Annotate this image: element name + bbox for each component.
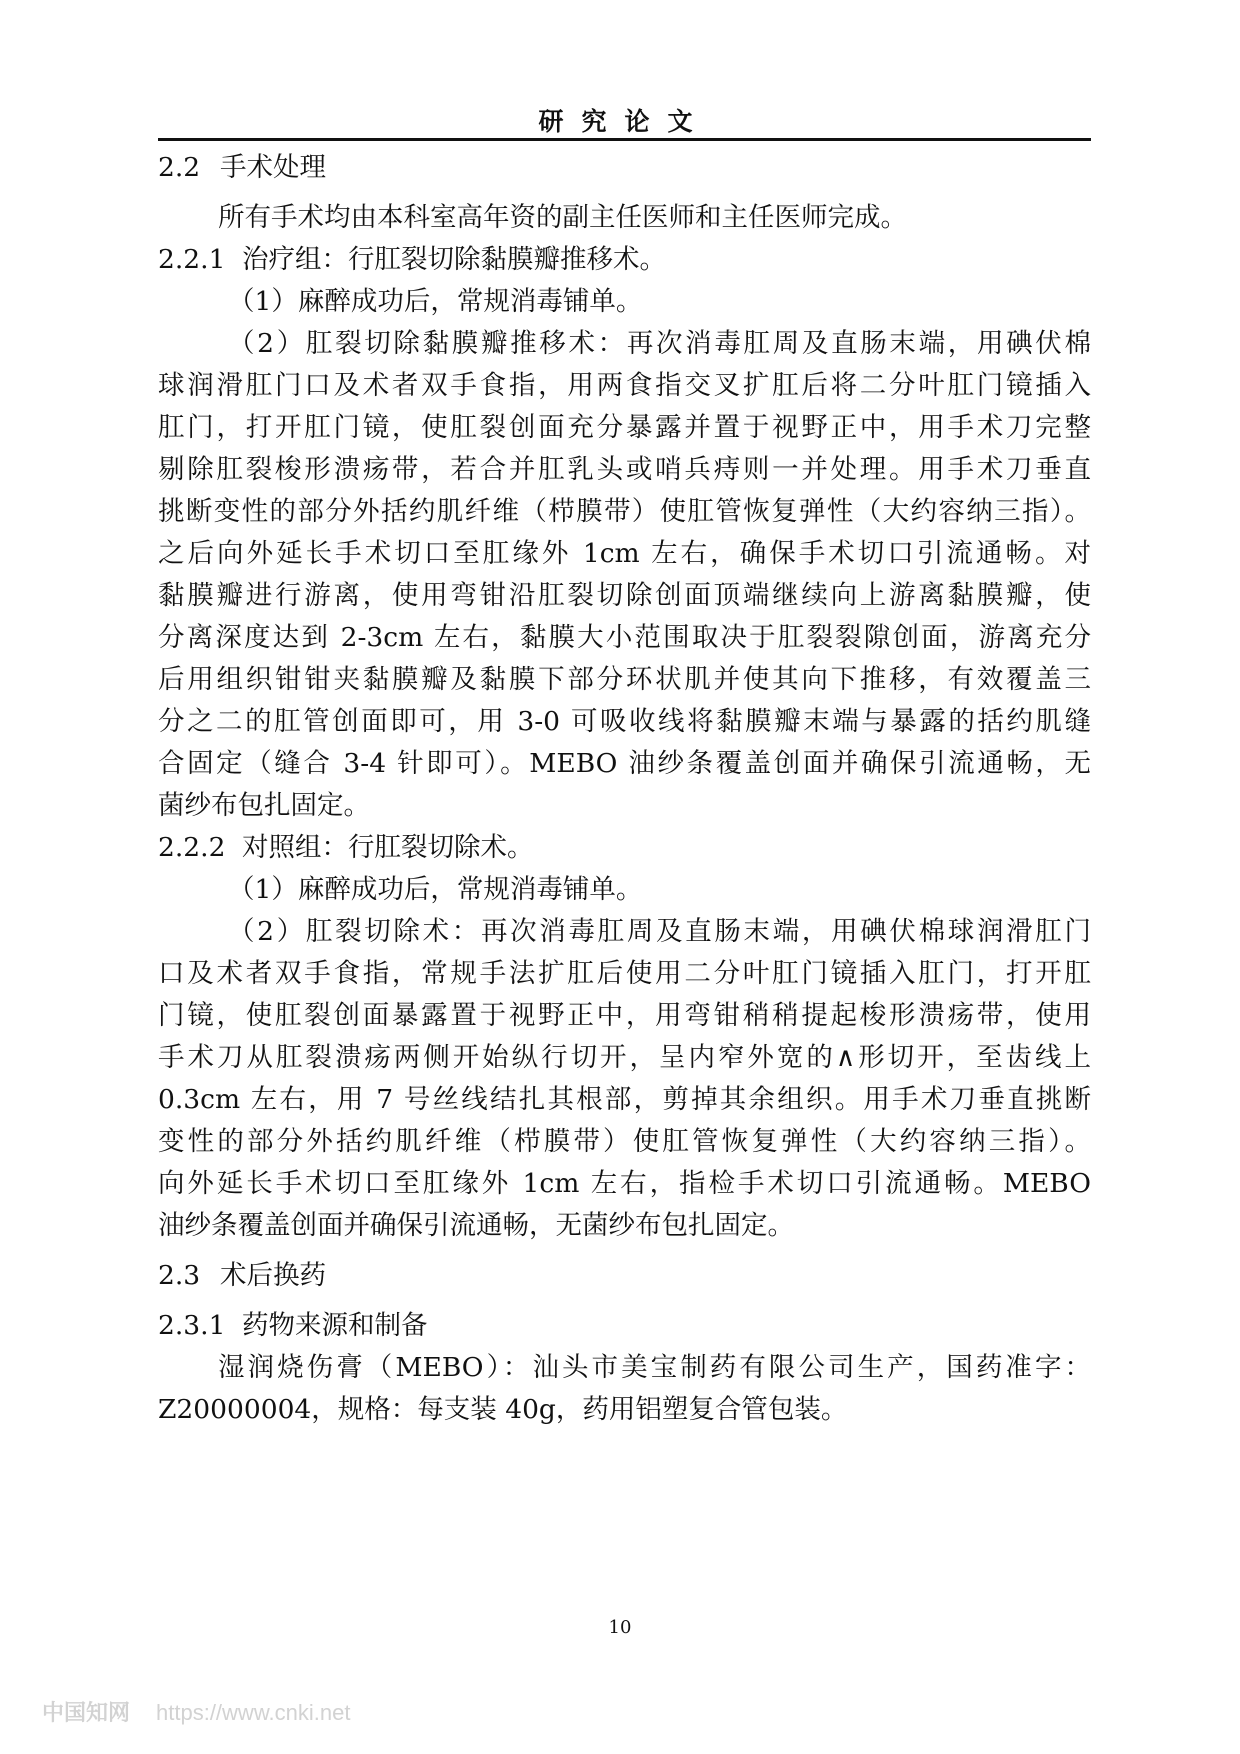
paragraph-line: 黏膜瓣进行游离，使用弯钳沿肛裂切除创面顶端继续向上游离黏膜瓣，使 (158, 580, 1091, 611)
page-header-title: 研究论文 (538, 107, 711, 136)
section-number: 2.2.1 (158, 244, 226, 275)
section-heading-2-2 (158, 148, 1091, 188)
paragraph-line: （1）麻醉成功后，常规消毒铺单。 (228, 286, 643, 317)
paragraph-line: 油纱条覆盖创面并确保引流通畅，无菌纱布包扎固定。 (158, 1210, 794, 1241)
paragraph-line: （2）肛裂切除术：再次消毒肛周及直肠末端，用碘伏棉球润滑肛门 (228, 916, 1091, 947)
paragraph-line: 0.3cm 左右，用 7 号丝线结扎其根部，剪掉其余组织。用手术刀垂直挑断 (158, 1084, 1091, 1115)
paragraph-line: 口及术者双手食指，常规手法扩肛后使用二分叶肛门镜插入肛门，打开肛 (158, 958, 1091, 989)
paragraph-line: 挑断变性的部分外括约肌纤维（栉膜带）使肛管恢复弹性（大约容纳三指）。 (158, 496, 1091, 527)
section-title: 对照组：行肛裂切除术。 (242, 832, 534, 863)
watermark-site-name: 中国知网 (42, 1700, 131, 1725)
paragraph-line: 湿润烧伤膏（MEBO）：汕头市美宝制药有限公司生产，国药准字： (218, 1352, 1091, 1383)
section-heading-2-3 (158, 1256, 1091, 1296)
paragraph-line: Z20000004，规格：每支装 40g，药用铝塑复合管包装。 (158, 1394, 848, 1425)
paragraph-line: 肛门，打开肛门镜，使肛裂创面充分暴露并置于视野正中，用手术刀完整 (158, 412, 1091, 443)
page-number: 10 (608, 1617, 632, 1638)
paragraph-line: 分之二的肛管创面即可，用 3-0 可吸收线将黏膜瓣末端与暴露的括约肌缝 (158, 706, 1091, 737)
section-title: 手术处理 (220, 152, 326, 183)
section-number: 2.3 (158, 1260, 201, 1291)
paragraph-line: 后用组织钳钳夹黏膜瓣及黏膜下部分环状肌并使其向下推移，有效覆盖三 (158, 664, 1091, 695)
subsection-heading-2-3-1 (158, 1306, 1091, 1346)
paragraph-line: 变性的部分外括约肌纤维（栉膜带）使肛管恢复弹性（大约容纳三指）。 (158, 1126, 1091, 1157)
paragraph-line: （2）肛裂切除黏膜瓣推移术：再次消毒肛周及直肠末端，用碘伏棉 (228, 328, 1091, 359)
paragraph-line: 合固定（缝合 3-4 针即可）。MEBO 油纱条覆盖创面并确保引流通畅，无 (158, 748, 1091, 779)
subsection-heading-2-2-1 (158, 240, 1091, 280)
paragraph-line: 所有手术均由本科室高年资的副主任医师和主任医师完成。 (218, 202, 907, 233)
paragraph-line: 菌纱布包扎固定。 (158, 790, 370, 821)
section-number: 2.3.1 (158, 1310, 226, 1341)
section-number: 2.2 (158, 152, 201, 183)
paragraph-line: 手术刀从肛裂溃疡两侧开始纵行切开，呈内窄外宽的∧形切开，至齿线上 (158, 1042, 1091, 1073)
paragraph-line: 球润滑肛门口及术者双手食指，用两食指交叉扩肛后将二分叶肛门镜插入 (158, 370, 1091, 401)
section-number: 2.2.2 (158, 832, 226, 863)
section-title: 术后换药 (220, 1260, 326, 1291)
body-text (158, 0, 1091, 1754)
paragraph-line: 之后向外延长手术切口至肛缘外 1cm 左右，确保手术切口引流通畅。对 (158, 538, 1091, 569)
subsection-heading-2-2-2 (158, 828, 1091, 868)
paragraph-line: 分离深度达到 2-3cm 左右，黏膜大小范围取决于肛裂裂隙创面，游离充分 (158, 622, 1091, 653)
paragraph-line: 向外延长手术切口至肛缘外 1cm 左右，指检手术切口引流通畅。MEBO (158, 1168, 1091, 1199)
watermark-url: https://www.cnki.net (156, 1700, 351, 1725)
section-title: 治疗组：行肛裂切除黏膜瓣推移术。 (242, 244, 666, 275)
paragraph-line: 门镜，使肛裂创面暴露置于视野正中，用弯钳稍稍提起梭形溃疡带，使用 (158, 1000, 1091, 1031)
paragraph-line: 剔除肛裂梭形溃疡带，若合并肛乳头或哨兵痔则一并处理。用手术刀垂直 (158, 454, 1091, 485)
paragraph-line: （1）麻醉成功后，常规消毒铺单。 (228, 874, 643, 905)
cnki-watermark (42, 1696, 350, 1727)
section-title: 药物来源和制备 (242, 1310, 428, 1341)
